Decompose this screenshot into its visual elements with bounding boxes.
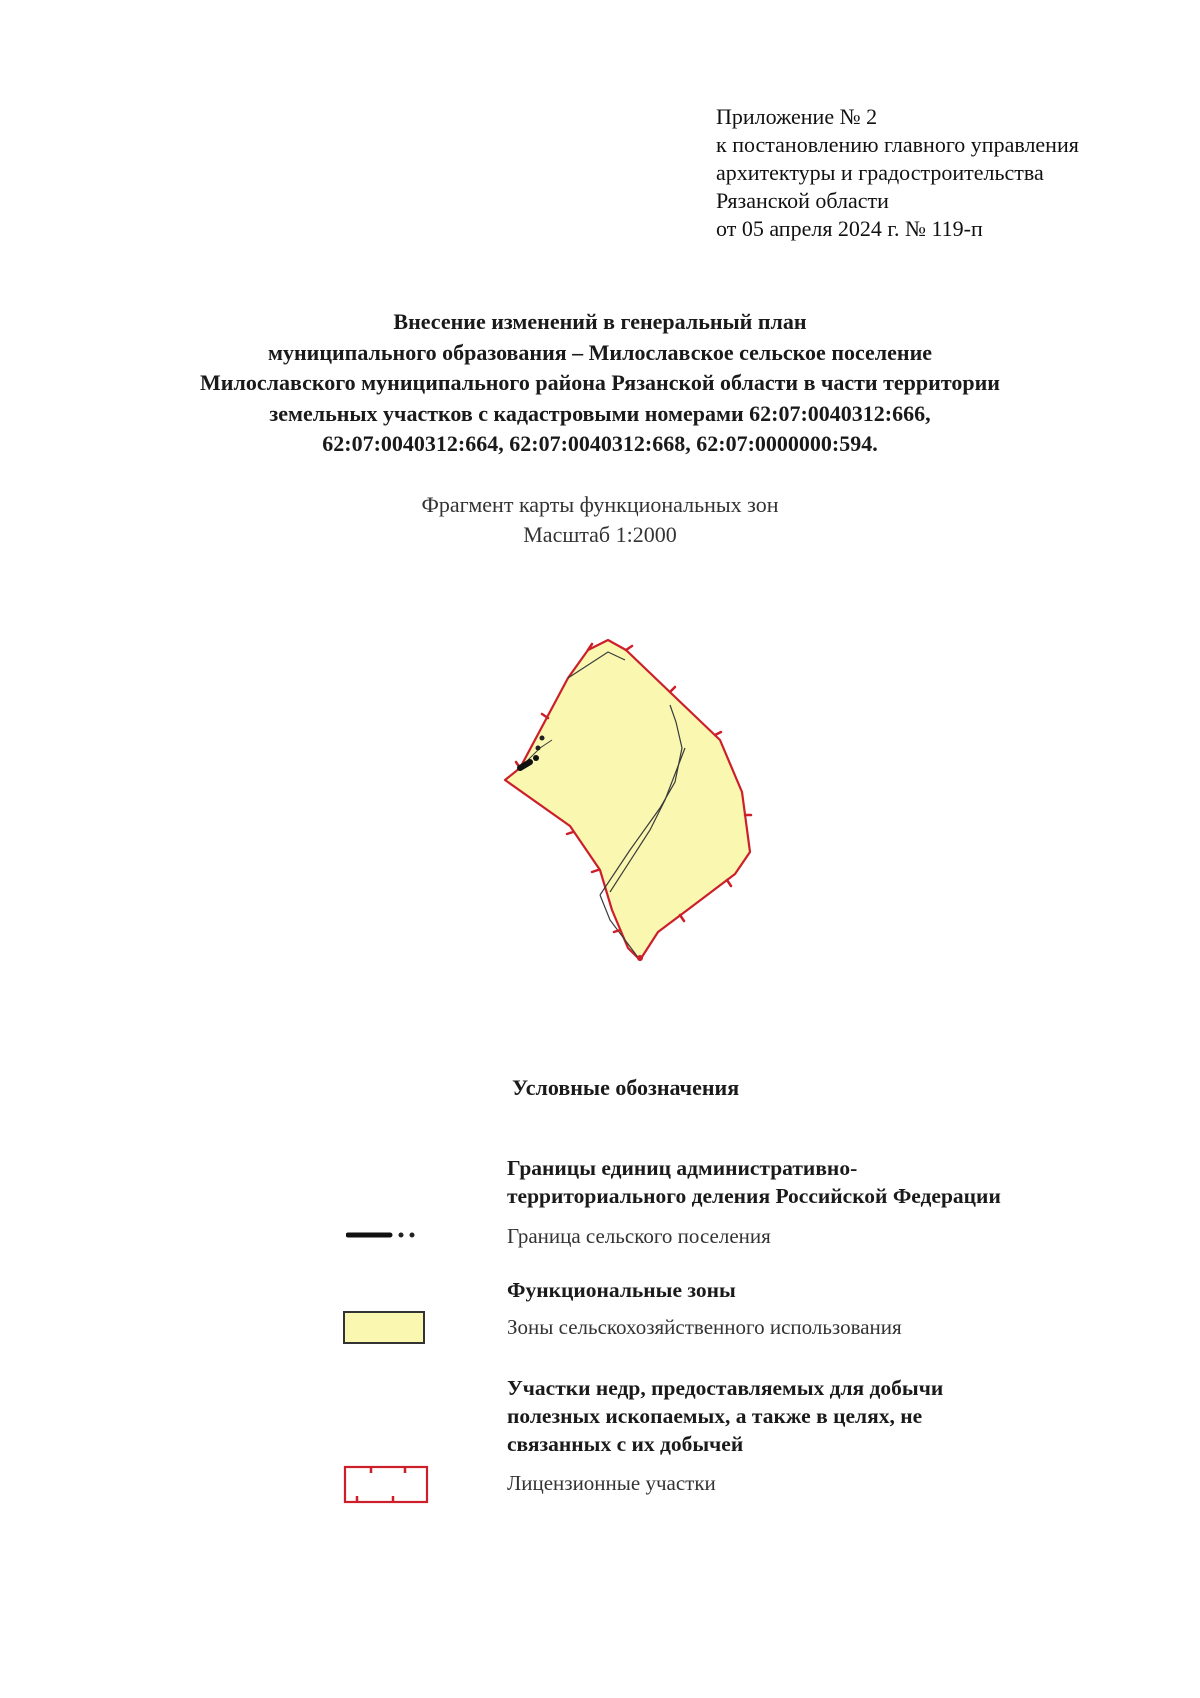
title-line: Внесение изменений в генеральный план xyxy=(393,309,807,334)
legend-item-label: Лицензионные участки xyxy=(507,1471,716,1495)
dash-dot-line-icon xyxy=(346,1228,436,1242)
title-line: 62:07:0040312:664, 62:07:0040312:668, 62:07:0000000:594. xyxy=(322,431,878,456)
legend-item-label: Зоны сельскохозяйственного использования xyxy=(507,1315,902,1339)
legend-title: Условные обозначения xyxy=(512,1075,740,1100)
agricultural-zone-area xyxy=(505,640,750,960)
legend-heading-line: Функциональные зоны xyxy=(507,1278,736,1302)
title-line: муниципального образования – Милославское сельское поселение xyxy=(267,339,933,365)
legend-heading-line: полезных ископаемых, а также в целях, не xyxy=(507,1404,923,1428)
map-fragment-caption: Фрагмент карты функциональных зон xyxy=(421,492,779,517)
boundary-marker-icon xyxy=(637,955,643,961)
map-subtitle xyxy=(300,490,900,550)
appendix-line: от 05 апреля 2024 г. № 119-п xyxy=(716,216,983,241)
legend-heading-subsoil xyxy=(507,1374,943,1458)
appendix-note xyxy=(716,103,1079,243)
red-ticked-boundary-icon xyxy=(343,1465,429,1505)
functional-zones-map xyxy=(500,630,820,1000)
legend-heading-line: территориального деления Российской Федерации xyxy=(507,1184,1001,1208)
legend-heading-functional-zones xyxy=(507,1276,736,1304)
appendix-line: Рязанской области xyxy=(716,188,889,213)
appendix-line: Приложение № 2 xyxy=(716,104,878,129)
document-title xyxy=(150,307,1050,460)
map-scale: Масштаб 1:2000 xyxy=(523,522,677,547)
legend-heading-admin-boundaries xyxy=(507,1154,1001,1210)
appendix-line: архитектуры и градостроительства xyxy=(716,160,1044,185)
title-line: земельных участков с кадастровыми номерами 62:07:0040312:666, xyxy=(269,400,931,426)
yellow-area-icon xyxy=(343,1311,425,1344)
legend-heading-line: Участки недр, предоставляемых для добычи xyxy=(507,1376,944,1400)
title-line: Милославского муниципального района Рязанской области в части территории xyxy=(200,370,1000,395)
legend-heading-line: связанных с их добычей xyxy=(507,1432,744,1456)
legend-heading-line: Границы единиц административно- xyxy=(507,1156,858,1180)
appendix-line: к постановлению главного управления xyxy=(716,132,1079,157)
legend-item-label: Граница сельского поселения xyxy=(507,1224,771,1248)
